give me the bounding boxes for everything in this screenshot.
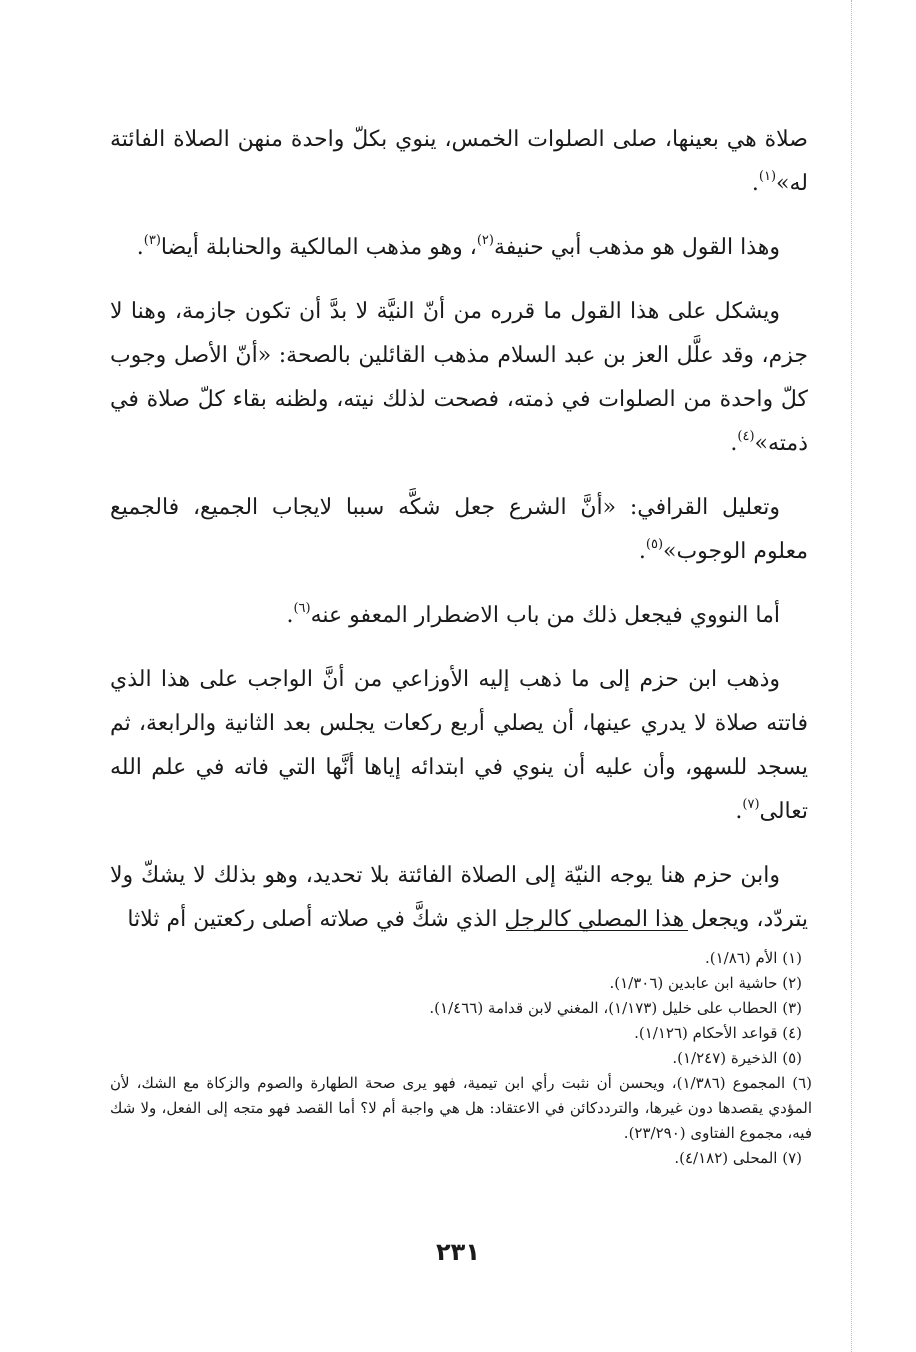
margin-dotted-line — [851, 0, 852, 1352]
footnote-ref-3: (٣) — [143, 232, 161, 248]
footnote-2: (٢) حاشية ابن عابدين (١/٣٠٦). — [609, 974, 802, 992]
page-number: ٢٣١ — [436, 1238, 480, 1266]
paragraph-7: وابن حزم هنا يوجه النيّة إلى الصلاة الفائتة بلا تحديد، وهو بذلك لا يشكّ ولا يتردّد، ويجعل هذا المصلي كالرجل الذي شكَّ في صلاته أصلى ركعتين أم ثلاثا — [110, 863, 808, 932]
footnote-4: (٤) قواعد الأحكام (١/١٢٦). — [634, 1024, 802, 1042]
footnotes — [110, 946, 812, 1171]
paragraph-1: صلاة هي بعينها، صلى الصلوات الخمس، ينوي بكلّ واحدة منهن الصلاة الفائتة له»$^{(١)}$. — [110, 127, 808, 196]
footnote-ref-6: (٦) — [293, 600, 311, 616]
footnote-3: (٣) الحطاب على خليل (١/١٧٣)، المغني لابن قدامة (١/٤٦٦). — [429, 999, 802, 1017]
paragraph-2: وهذا القول هو مذهب أبي حنيفة$^{(٢)}$، وهو مذهب المالكية والحنابلة أيضا$^{(٣)}$. — [136, 232, 780, 260]
footnote-ref-2: (٢) — [476, 232, 494, 248]
footnote-5: (٥) الذخيرة (١/٢٤٧). — [672, 1049, 802, 1067]
main-text — [110, 118, 808, 962]
footnote-ref-5: (٥) — [645, 536, 664, 552]
footnote-1: (١) الأم (١/٨٦). — [704, 949, 802, 967]
footnote-ref-4: (٤) — [737, 428, 755, 444]
paragraph-4: وتعليل القرافي: «أنَّ الشرع جعل شكَّه سببا لايجاب الجميع، فالجميع معلوم الوجوب»$^{(٥)}$. — [110, 495, 808, 564]
footnote-separator — [506, 930, 688, 931]
paragraph-6: وذهب ابن حزم إلى ما ذهب إليه الأوزاعي من أنَّ الواجب على هذا الذي فاتته صلاة لا يدري عينها، أن يصلي أربع ركعات يجلس بعد الثانية والرابعة، ثم يسجد للسهو، وأن عليه أن ينوي في ابتدائه إياها أنَّها التي فاته في علم الله تعالى$^{(٧)}$. — [110, 667, 808, 824]
footnote-7: (٧) المحلى (٤/١٨٢). — [674, 1149, 802, 1167]
footnote-6: (٦) المجموع (١/٣٨٦)، ويحسن أن نثبت رأي ابن تيمية، فهو يرى صحة الطهارة والصوم والزكاة مع الشك، لأن المؤدي يقصدها دون غيرها، والترددكائن في الاعتقاد: هل هي واجبة أم لا؟ أما القصد فهو متجه إلى الفعل، ولا شك فيه، مجموع الفتاوى (٢٣/٢٩٠). — [110, 1074, 812, 1142]
paragraph-3: ويشكل على هذا القول ما قرره من أنّ النيَّة لا بدَّ أن تكون جازمة، وهنا لا جزم، وقد علَّل العز بن عبد السلام مذهب القائلين بالصحة: «أنّ الأصل وجوب كلّ واحدة من الصلوات في ذمته، فصحت لذلك نيته، ولظنه بقاء كلّ صلاة في ذمته»$^{(٤)}$. — [110, 299, 808, 456]
paragraph-5: أما النووي فيجعل ذلك من باب الاضطرار المعفو عنه$^{(٦)}$. — [286, 600, 780, 628]
footnote-ref-7: (٧) — [742, 796, 760, 812]
footnote-ref-1: (١) — [758, 168, 777, 184]
